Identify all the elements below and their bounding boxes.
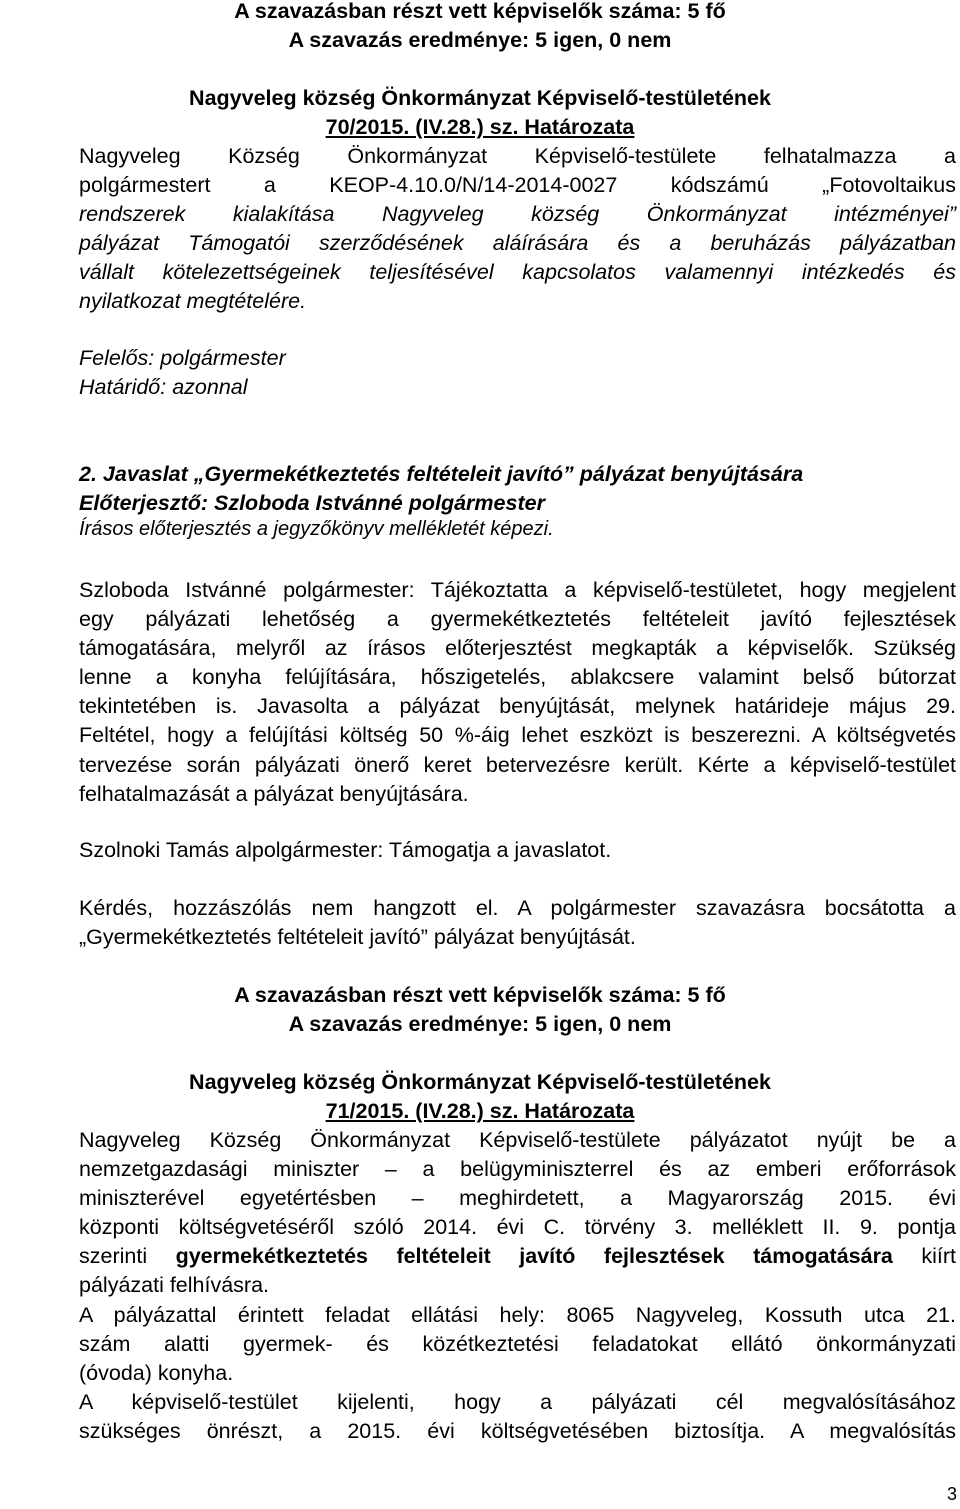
vote-result: A szavazás eredménye: 5 igen, 0 nem [288, 28, 672, 52]
text-segment: kiírt [892, 1244, 956, 1269]
text-line: vállalt kötelezettségeinek teljesítésével kapcsolatos valamennyi intézkedés és [79, 260, 956, 285]
resolution-number: 71/2015. (IV.28.) sz. Határozata [325, 1099, 635, 1123]
text-line: nemzetgazdasági miniszter – a belügyminiszterrel és az emberi erőforrások [79, 1157, 956, 1182]
presenter-line: Előterjesztő: Szloboda Istvánné polgármester [79, 491, 545, 515]
resolution-71-text [79, 1126, 956, 1446]
text-line: rendszerek kialakítása Nagyveleg község Önkormányzat intézményei” [79, 202, 956, 227]
text-line: tervezése során pályázati önerő keret betervezésre került. Kérte a képviselő-testület [79, 752, 956, 777]
text-line: Kérdés, hozzászólás nem hangzott el. A polgármester szavazásra bocsátotta a [79, 896, 956, 920]
text-line: „Gyermekétkeztetés feltételeit javító” pályázat benyújtását. [79, 925, 636, 950]
page-number: 3 [946, 1484, 957, 1504]
vote-participants: A szavazásban részt vett képviselők száma: 5 fő [234, 983, 726, 1007]
text-line: Feltétel, hogy a felújítási költség 50 %-áig lehet eszközt is beszerezni. A költségvetés [79, 723, 956, 748]
text-line: miniszterével egyetértésben – meghirdetett, a Magyarország 2015. évi [79, 1186, 956, 1211]
deputy-statement: Szolnoki Tamás alpolgármester: Támogatja a javaslatot. [79, 838, 612, 862]
text-line: pályázati felhívásra. [79, 1273, 270, 1298]
agenda-item-title: 2. Javaslat „Gyermekétkeztetés feltételeit javító” pályázat benyújtására [79, 462, 804, 486]
deadline-line: Határidő: azonnal [79, 375, 248, 399]
text-line: (óvoda) konyha. [79, 1360, 234, 1385]
text-line: felhatalmazását a pályázat benyújtására. [79, 781, 469, 806]
resolution-heading: Nagyveleg község Önkormányzat Képviselő-testületének [189, 86, 771, 110]
text-line: szám alatti gyermek- és közétkeztetési feladatokat ellátó önkormányzati [79, 1331, 956, 1356]
text-line: központi költségvetéséről szóló 2014. évi C. törvény 3. melléklett II. 9. pontja [79, 1215, 956, 1240]
resolution-heading: Nagyveleg község Önkormányzat Képviselő-testületének [189, 1070, 771, 1094]
written-note: Írásos előterjesztés a jegyzőkönyv mellékletét képezi. [79, 518, 554, 540]
text-line: polgármestert a KEOP-4.10.0/N/14-2014-0027 kódszámú „Fotovoltaikus [79, 173, 956, 198]
vote-result: A szavazás eredménye: 5 igen, 0 nem [288, 1012, 672, 1036]
vote-participants: A szavazásban részt vett képviselők száma: 5 fő [234, 0, 726, 23]
mayor-paragraph [79, 576, 956, 809]
text-line: nyilatkozat megtételére. [79, 289, 307, 314]
text-line: pályázat Támogatói szerződésének aláírására és a beruházás pályázatban [79, 231, 956, 256]
bold-emphasis: gyermekétkeztetés feltételeit javító fejlesztések támogatására [175, 1244, 893, 1269]
text-line [79, 1242, 956, 1271]
text-line: tekintetében is. Javasolta a pályázat benyújtását, melynek határideje május 29. [79, 694, 956, 719]
text-line: támogatására, melyről az írásos előterjesztést megkapták a képviselők. Szükség [79, 636, 956, 661]
text-line: szükséges önrészt, a 2015. évi költségvetésében biztosítja. A megvalósítás [79, 1418, 956, 1443]
text-line: egy pályázati lehetőség a gyermekétkeztetés feltételeit javító fejlesztések [79, 607, 956, 632]
text-line: lenne a konyha felújítására, hőszigetelés, ablakcsere valamint belső bútorzat [79, 665, 956, 690]
text-line: Nagyveleg Község Önkormányzat Képviselő-testülete felhatalmazza a [79, 144, 956, 168]
question-paragraph [79, 894, 956, 952]
text-line: A képviselő-testület kijelenti, hogy a pályázati cél megvalósításához [79, 1389, 956, 1414]
text-line: Nagyveleg Község Önkormányzat Képviselő-testülete pályázatot nyújt be a [79, 1128, 956, 1152]
responsible-line: Felelős: polgármester [79, 346, 286, 370]
text-line: A pályázattal érintett feladat ellátási hely: 8065 Nagyveleg, Kossuth utca 21. [79, 1302, 956, 1327]
text-line: Szloboda Istvánné polgármester: Tájékoztatta a képviselő-testületet, hogy megjelent [79, 578, 956, 602]
resolution-70-text [79, 142, 956, 317]
text-segment: szerinti [79, 1244, 176, 1269]
resolution-number: 70/2015. (IV.28.) sz. Határozata [325, 115, 635, 139]
